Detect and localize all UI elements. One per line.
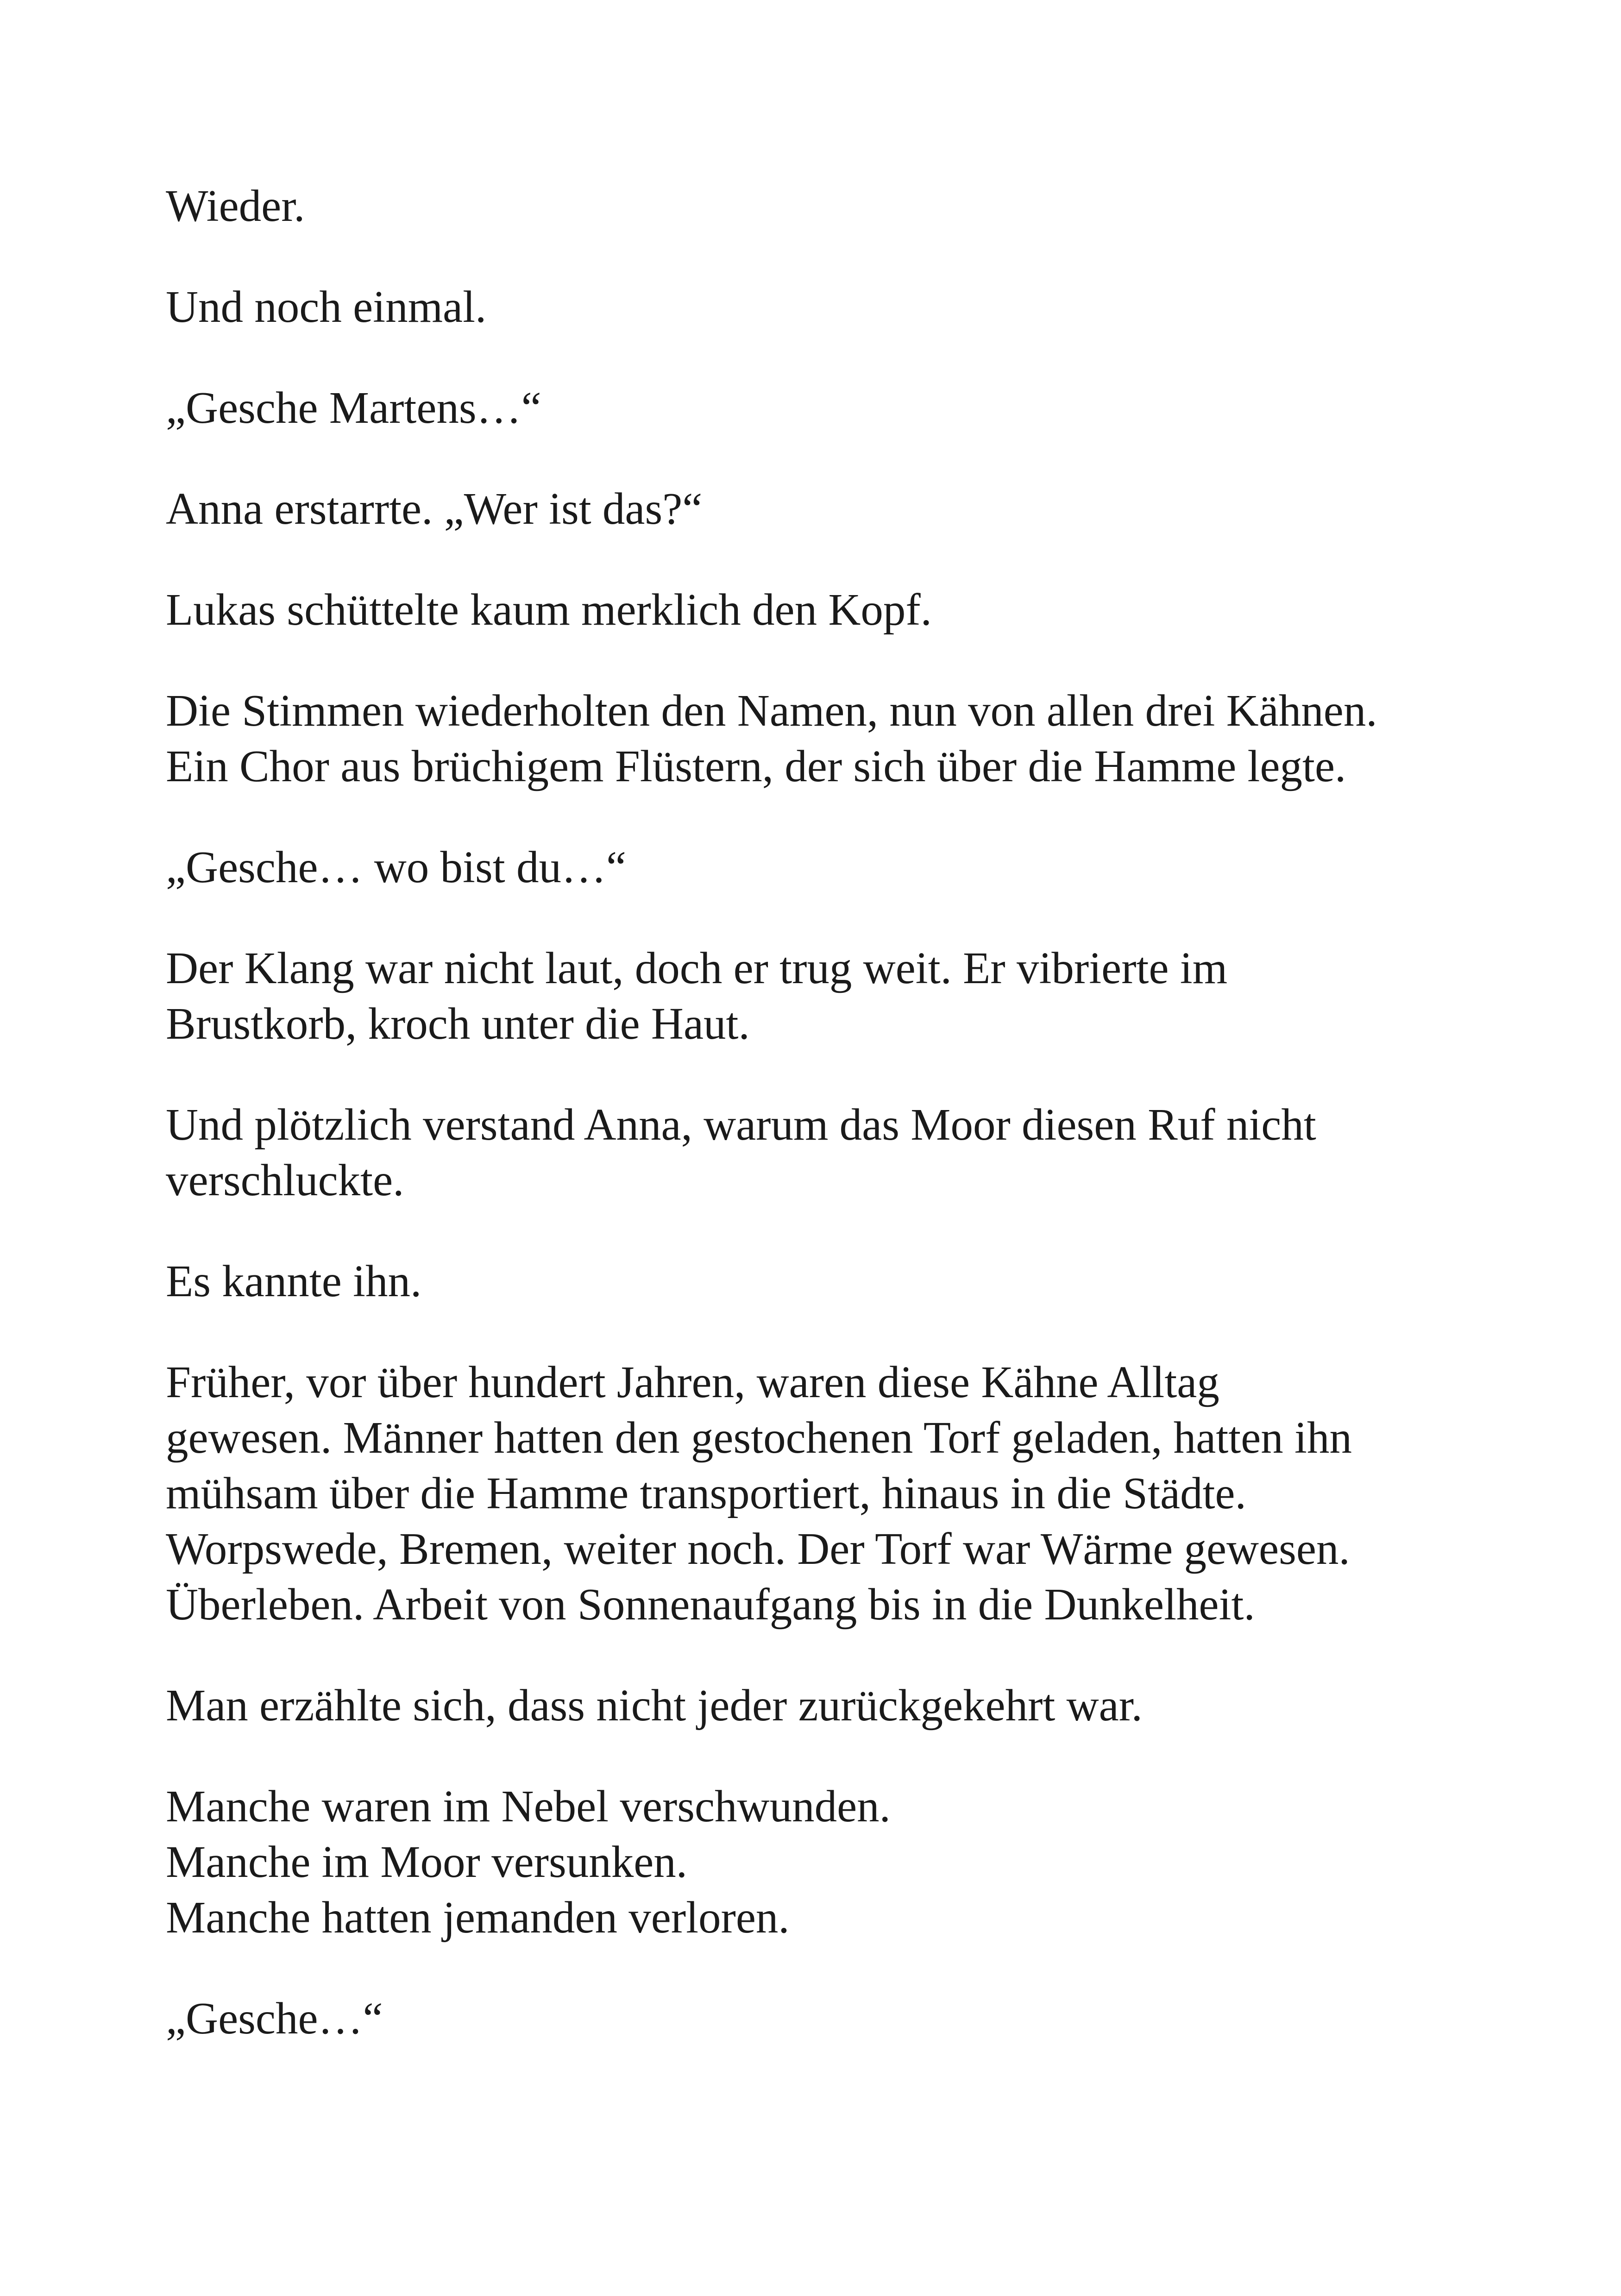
paragraph bbox=[166, 1779, 1486, 1945]
text-line: Ein Chor aus brüchigem Flüstern, der sich über die Hamme legte. bbox=[166, 741, 1346, 791]
paragraph bbox=[166, 1254, 1486, 1309]
text-line: Die Stimmen wiederholten den Namen, nun von allen drei Kähnen. bbox=[166, 686, 1377, 735]
text-line: Wieder. bbox=[166, 181, 305, 231]
paragraph bbox=[166, 840, 1486, 895]
text-line: Worpswede, Bremen, weiter noch. Der Torf war Wärme gewesen. bbox=[166, 1524, 1350, 1574]
text-line: „Gesche…“ bbox=[166, 1994, 383, 2043]
text-line: Lukas schüttelte kaum merklich den Kopf. bbox=[166, 585, 932, 634]
text-line: Brustkorb, kroch unter die Haut. bbox=[166, 999, 750, 1048]
body-text bbox=[166, 178, 1486, 2046]
text-line: Anna erstarrte. „Wer ist das?“ bbox=[166, 484, 703, 533]
text-line: Manche im Moor versunken. bbox=[166, 1837, 688, 1887]
paragraph bbox=[166, 941, 1486, 1052]
paragraph bbox=[166, 380, 1486, 436]
text-line: verschluckte. bbox=[166, 1155, 404, 1205]
paragraph bbox=[166, 1355, 1486, 1632]
paragraph bbox=[166, 683, 1486, 794]
text-line: Überleben. Arbeit von Sonnenaufgang bis in die Dunkelheit. bbox=[166, 1580, 1255, 1629]
text-line: „Gesche… wo bist du…“ bbox=[166, 842, 627, 892]
text-line: Man erzählte sich, dass nicht jeder zurückgekehrt war. bbox=[166, 1681, 1143, 1730]
paragraph bbox=[166, 1678, 1486, 1733]
text-line: Und noch einmal. bbox=[166, 282, 487, 332]
paragraph bbox=[166, 1991, 1486, 2046]
text-line: Der Klang war nicht laut, doch er trug weit. Er vibrierte im bbox=[166, 943, 1228, 993]
paragraph bbox=[166, 1097, 1486, 1208]
text-line: Manche hatten jemanden verloren. bbox=[166, 1893, 790, 1942]
text-line: „Gesche Martens…“ bbox=[166, 383, 541, 433]
paragraph bbox=[166, 279, 1486, 335]
text-line: Es kannte ihn. bbox=[166, 1256, 422, 1306]
paragraph bbox=[166, 582, 1486, 638]
text-line: Und plötzlich verstand Anna, warum das Moor diesen Ruf nicht bbox=[166, 1100, 1316, 1149]
text-line: Früher, vor über hundert Jahren, waren diese Kähne Alltag bbox=[166, 1357, 1219, 1407]
paragraph bbox=[166, 178, 1486, 234]
text-line: mühsam über die Hamme transportiert, hinaus in die Städte. bbox=[166, 1468, 1246, 1518]
paragraph bbox=[166, 481, 1486, 537]
text-line: Manche waren im Nebel verschwunden. bbox=[166, 1782, 891, 1831]
text-line: gewesen. Männer hatten den gestochenen Torf geladen, hatten ihn bbox=[166, 1413, 1352, 1462]
